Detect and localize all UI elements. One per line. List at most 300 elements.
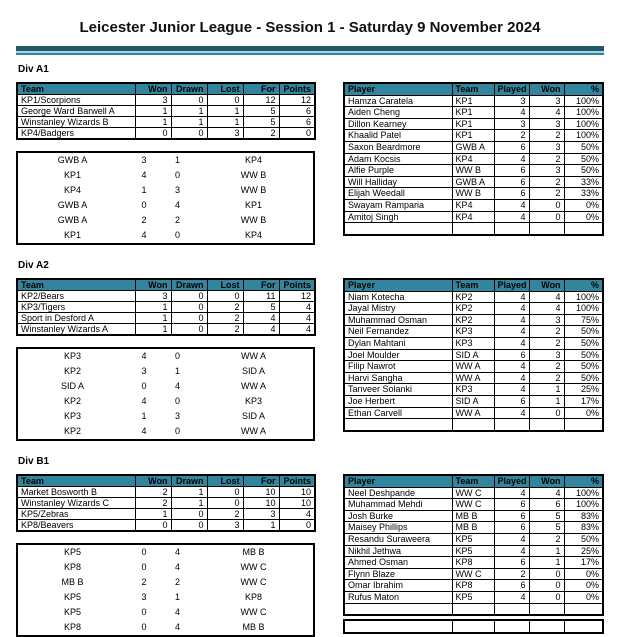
stat-cell: 0 [171,291,207,302]
player-team-cell: KP8 [452,557,494,569]
away-score-cell: 0 [174,351,180,361]
players-header-cell: Player [344,475,452,487]
player-played-cell: 4 [494,384,529,396]
player-won-cell: 3 [529,118,564,130]
player-name-cell: Ahmed Osman [344,557,452,569]
player-percent-cell: 50% [564,326,603,338]
player-played-cell: 4 [494,545,529,557]
player-team-cell: SID A [452,395,494,407]
home-team-cell: MB B [61,577,84,587]
player-played-cell: 6 [494,499,529,511]
player-percent-cell: 50% [564,533,603,545]
standings-row [17,117,315,128]
empty-cell [452,620,494,633]
player-name-cell: Khaalid Patel [344,130,452,142]
player-played-cell: 6 [494,580,529,592]
player-row [344,499,603,511]
standings-row [17,520,315,532]
home-team-cell: KP2 [63,396,81,406]
standings-header-row [17,475,315,487]
stat-cell: 1 [135,313,171,324]
player-name-cell: Aiden Cheng [344,107,452,119]
player-won-cell: 3 [529,349,564,361]
empty-cell [564,620,603,633]
stat-cell: 3 [135,95,171,106]
team-name-cell: KP5/Zebras [17,509,135,520]
player-percent-cell: 83% [564,510,603,522]
home-score-cell: 0 [141,381,147,391]
player-row [344,303,603,315]
division-right-column [343,82,602,236]
stat-cell: 2 [135,498,171,509]
result-row [17,364,314,379]
player-percent-cell: 0% [564,199,603,211]
away-team-cell: WW B [240,170,267,180]
team-name-cell: KP3/Tigers [17,302,135,313]
player-won-cell: 3 [529,95,564,107]
stat-cell: 0 [279,128,315,140]
player-percent-cell: 33% [564,188,603,200]
player-percent-cell: 100% [564,118,603,130]
result-row [17,590,314,605]
result-row [17,228,314,244]
player-percent-cell: 0% [564,407,603,419]
player-played-cell: 4 [494,303,529,315]
player-won-cell: 0 [529,199,564,211]
player-name-cell: Hamza Caratela [344,95,452,107]
home-team-cell: KP1 [63,170,81,180]
stat-cell: 3 [207,128,243,140]
home-score-cell: 4 [141,170,147,180]
empty-cell [344,620,452,633]
player-team-cell: KP4 [452,211,494,223]
empty-cell [529,223,564,235]
player-percent-cell: 100% [564,107,603,119]
player-empty-row [344,603,603,615]
stat-cell: 2 [207,324,243,336]
player-row [344,337,603,349]
player-won-cell: 1 [529,545,564,557]
player-played-cell: 4 [494,153,529,165]
away-team-cell: KP8 [244,592,262,602]
player-played-cell: 6 [494,349,529,361]
division-body [16,474,604,637]
player-team-cell: WW A [452,361,494,373]
home-score-cell: 2 [141,577,147,587]
players-header-cell: Played [494,279,529,291]
home-team-cell: KP8 [63,622,81,632]
player-team-cell: SID A [452,349,494,361]
player-name-cell: Jayal Mistry [344,303,452,315]
player-played-cell: 4 [494,337,529,349]
home-score-cell: 3 [141,366,147,376]
player-played-cell: 6 [494,510,529,522]
player-team-cell: GWB A [452,176,494,188]
player-name-cell: Amitoj Singh [344,211,452,223]
away-team-cell: SID A [241,366,265,376]
away-team-cell: WW B [240,185,267,195]
standings-header-cell: For [243,475,279,487]
stat-cell: 12 [279,291,315,302]
players-header-cell: Won [529,83,564,95]
player-percent-cell: 50% [564,361,603,373]
stat-cell: 0 [171,509,207,520]
players-header [344,279,603,291]
empty-cell [529,419,564,431]
players-table [343,278,604,432]
player-played-cell: 3 [494,118,529,130]
result-row [17,213,314,228]
player-won-cell: 2 [529,337,564,349]
player-name-cell: Muhammad Osman [344,314,452,326]
stat-cell: 0 [135,128,171,140]
home-score-cell: 0 [141,200,147,210]
standings-header-cell: Won [135,475,171,487]
player-percent-cell: 25% [564,545,603,557]
home-team-cell: KP8 [63,562,81,572]
player-won-cell: 4 [529,107,564,119]
stat-cell: 2 [207,302,243,313]
player-name-cell: Tanveer Solanki [344,384,452,396]
away-score-cell: 0 [174,426,180,436]
player-played-cell: 6 [494,522,529,534]
empty-cell [564,603,603,615]
home-score-cell: 3 [141,592,147,602]
away-score-cell: 4 [174,622,180,632]
stat-cell: 6 [279,117,315,128]
empty-cell [564,419,603,431]
player-percent-cell: 100% [564,303,603,315]
players-header-cell: Team [452,279,494,291]
empty-cell [452,223,494,235]
players-header-cell: Player [344,279,452,291]
stat-cell: 1 [243,520,279,532]
player-row [344,118,603,130]
away-score-cell: 4 [174,607,180,617]
standings-header-cell: Drawn [171,83,207,95]
player-percent-cell: 0% [564,211,603,223]
player-name-cell: Will Halliday [344,176,452,188]
empty-cell [452,419,494,431]
away-score-cell: 0 [174,170,180,180]
away-team-cell: WW C [240,577,267,587]
player-row [344,361,603,373]
player-percent-cell: 50% [564,372,603,384]
players-detached-empty-row [343,619,604,634]
player-played-cell: 6 [494,188,529,200]
away-team-cell: MB B [242,622,265,632]
player-row [344,487,603,499]
player-row [344,95,603,107]
stat-cell: 4 [279,324,315,336]
player-percent-cell: 100% [564,487,603,499]
standings-header-cell: Won [135,83,171,95]
home-score-cell: 0 [141,562,147,572]
players-header [344,83,603,95]
player-played-cell: 2 [494,568,529,580]
player-won-cell: 2 [529,130,564,142]
players-header-cell: Team [452,475,494,487]
divisions-container [16,64,604,637]
player-row [344,545,603,557]
stat-cell: 10 [243,498,279,509]
stat-cell: 4 [279,509,315,520]
away-team-cell: KP1 [244,200,262,210]
player-won-cell: 1 [529,395,564,407]
player-name-cell: Elijah Weedall [344,188,452,200]
player-played-cell: 3 [494,95,529,107]
result-row [17,183,314,198]
player-won-cell: 2 [529,188,564,200]
players-header-cell: Team [452,83,494,95]
result-row [17,620,314,636]
home-score-cell: 0 [141,607,147,617]
player-name-cell: Dillon Kearney [344,118,452,130]
player-row [344,372,603,384]
player-team-cell: KP2 [452,303,494,315]
away-score-cell: 1 [174,155,180,165]
player-empty-row [344,620,603,633]
player-team-cell: KP3 [452,384,494,396]
player-row [344,199,603,211]
player-team-cell: KP1 [452,107,494,119]
player-played-cell: 6 [494,165,529,177]
stat-cell: 0 [171,128,207,140]
player-percent-cell: 100% [564,95,603,107]
empty-cell [494,419,529,431]
player-played-cell: 6 [494,395,529,407]
player-row [344,314,603,326]
home-score-cell: 4 [141,426,147,436]
player-row [344,165,603,177]
player-percent-cell: 0% [564,580,603,592]
stat-cell: 3 [207,520,243,532]
stat-cell: 1 [135,302,171,313]
away-team-cell: KP4 [244,230,262,240]
stat-cell: 0 [171,313,207,324]
standings-row [17,95,315,106]
player-played-cell: 6 [494,141,529,153]
standings-header [17,279,315,291]
team-name-cell: George Ward Barwell A [17,106,135,117]
player-name-cell: Omar Ibrahim [344,580,452,592]
away-team-cell: WW A [241,351,266,361]
player-team-cell: KP4 [452,153,494,165]
empty-cell [529,603,564,615]
player-played-cell: 6 [494,176,529,188]
standings-row [17,302,315,313]
player-percent-cell: 50% [564,337,603,349]
player-row [344,211,603,223]
player-won-cell: 4 [529,291,564,303]
players-header-cell: % [564,83,603,95]
home-score-cell: 4 [141,396,147,406]
player-won-cell: 6 [529,499,564,511]
player-name-cell: Adam Kocsis [344,153,452,165]
player-team-cell: KP1 [452,130,494,142]
away-score-cell: 1 [174,366,180,376]
division-body [16,82,604,245]
division-section [16,456,604,637]
player-team-cell: MB B [452,510,494,522]
standings-header-cell: Lost [207,83,243,95]
stat-cell: 10 [279,498,315,509]
player-won-cell: 0 [529,407,564,419]
home-team-cell: SID A [60,381,84,391]
player-team-cell: KP3 [452,337,494,349]
player-empty-row [344,223,603,235]
player-won-cell: 3 [529,314,564,326]
stat-cell: 4 [279,302,315,313]
stat-cell: 5 [243,302,279,313]
standings-row [17,313,315,324]
player-team-cell: KP3 [452,326,494,338]
player-percent-cell: 83% [564,522,603,534]
player-team-cell: WW A [452,407,494,419]
home-score-cell: 0 [141,547,147,557]
division-label: Div A2 [18,260,49,271]
standings-header-cell: For [243,279,279,291]
player-team-cell: KP8 [452,580,494,592]
division-right-column [343,278,602,432]
player-row [344,591,603,603]
player-name-cell: Muhammad Mehdi [344,499,452,511]
stat-cell: 1 [207,106,243,117]
player-row [344,153,603,165]
result-row [17,575,314,590]
result-row [17,152,314,168]
standings-header-cell: Points [279,475,315,487]
players-header-row [344,475,603,487]
home-score-cell: 1 [141,185,147,195]
away-team-cell: SID A [241,411,265,421]
standings-header-cell: For [243,83,279,95]
home-score-cell: 4 [141,351,147,361]
stat-cell: 0 [207,95,243,106]
stat-cell: 1 [207,117,243,128]
player-won-cell: 1 [529,557,564,569]
player-played-cell: 4 [494,407,529,419]
players-header-cell: Player [344,83,452,95]
division-right-column [343,474,602,634]
away-score-cell: 4 [174,547,180,557]
player-name-cell: Flynn Blaze [344,568,452,580]
result-row [17,168,314,183]
home-team-cell: KP3 [63,411,81,421]
player-won-cell: 3 [529,141,564,153]
player-name-cell: Niam Kotecha [344,291,452,303]
player-name-cell: Neil Fernandez [344,326,452,338]
away-team-cell: WW C [240,562,267,572]
stat-cell: 10 [279,487,315,498]
empty-cell [494,603,529,615]
standings-header [17,475,315,487]
player-percent-cell: 100% [564,499,603,511]
result-row [17,544,314,560]
player-row [344,176,603,188]
player-team-cell: WW C [452,568,494,580]
standings-table [16,278,316,336]
standings-header-cell: Points [279,279,315,291]
standings-row [17,106,315,117]
standings-header-cell: Team [17,475,135,487]
players-header-cell: Played [494,83,529,95]
player-team-cell: KP4 [452,199,494,211]
player-name-cell: Neel Deshpande [344,487,452,499]
stat-cell: 3 [135,291,171,302]
player-percent-cell: 100% [564,130,603,142]
player-team-cell: WW A [452,372,494,384]
player-percent-cell: 50% [564,141,603,153]
result-row [17,394,314,409]
division-section [16,260,604,441]
player-played-cell: 2 [494,130,529,142]
player-team-cell: WW C [452,487,494,499]
stat-cell: 4 [243,313,279,324]
home-score-cell: 1 [141,411,147,421]
player-won-cell: 5 [529,510,564,522]
stat-cell: 1 [135,509,171,520]
player-row [344,395,603,407]
home-score-cell: 3 [141,155,147,165]
stat-cell: 10 [243,487,279,498]
away-team-cell: WW B [240,215,267,225]
division-left-column [16,278,316,441]
home-score-cell: 0 [141,622,147,632]
standings-header-row [17,83,315,95]
player-won-cell: 2 [529,533,564,545]
stat-cell: 4 [243,324,279,336]
standings-table [16,82,316,140]
player-team-cell: KP5 [452,591,494,603]
player-row [344,141,603,153]
home-score-cell: 2 [141,215,147,225]
team-name-cell: KP8/Beavers [17,520,135,532]
results-table [16,151,315,245]
player-won-cell: 2 [529,372,564,384]
away-team-cell: KP3 [244,396,262,406]
stat-cell: 1 [171,487,207,498]
stat-cell: 1 [135,117,171,128]
player-name-cell: Josh Burke [344,510,452,522]
player-percent-cell: 50% [564,153,603,165]
team-name-cell: KP1/Scorpions [17,95,135,106]
team-name-cell: Winstanley Wizards B [17,117,135,128]
stat-cell: 0 [207,487,243,498]
standings-header-cell: Drawn [171,279,207,291]
player-team-cell: KP1 [452,95,494,107]
player-team-cell: MB B [452,522,494,534]
player-played-cell: 4 [494,199,529,211]
division-left-column [16,82,316,245]
player-percent-cell: 50% [564,349,603,361]
team-name-cell: Winstanley Wizards C [17,498,135,509]
player-row [344,188,603,200]
player-team-cell: KP5 [452,545,494,557]
players-header-row [344,83,603,95]
player-row [344,557,603,569]
player-row [344,326,603,338]
standings-header-cell: Drawn [171,475,207,487]
player-percent-cell: 25% [564,384,603,396]
player-percent-cell: 0% [564,591,603,603]
player-played-cell: 4 [494,211,529,223]
stat-cell: 2 [207,313,243,324]
player-name-cell: Filip Nawrot [344,361,452,373]
player-team-cell: KP5 [452,533,494,545]
player-won-cell: 4 [529,487,564,499]
player-won-cell: 0 [529,591,564,603]
